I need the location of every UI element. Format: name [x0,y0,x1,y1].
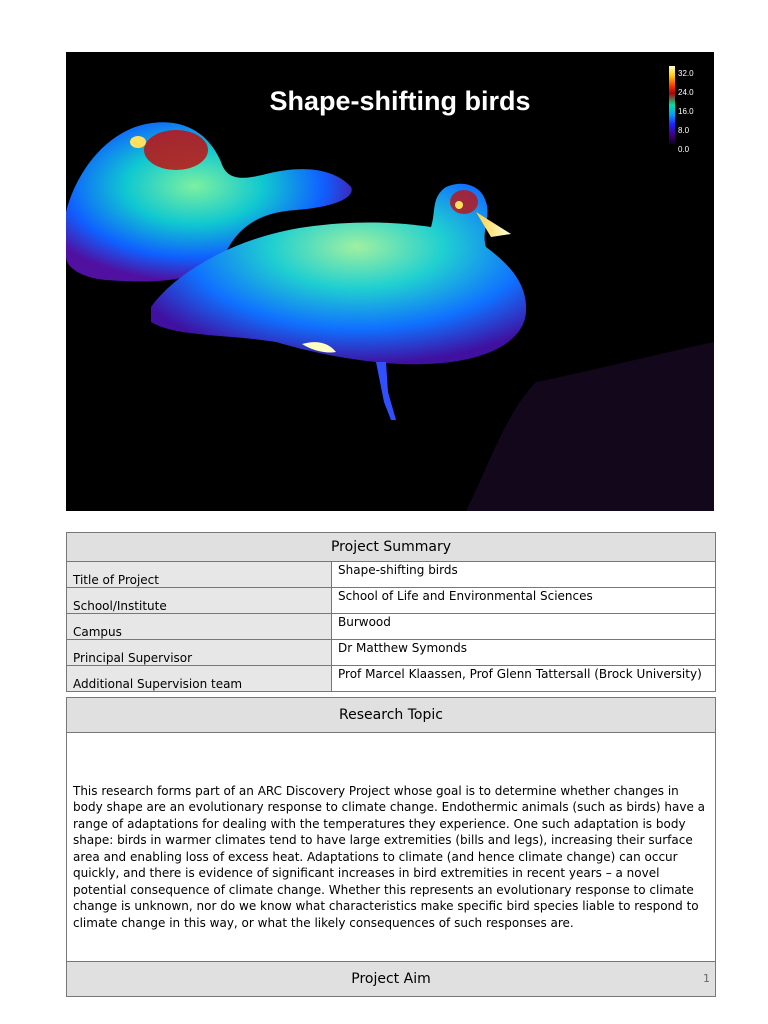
page-number: 1 [703,972,710,985]
row-label: Additional Supervision team [67,666,332,692]
scale-label: 8.0 [678,126,690,135]
scale-label: 16.0 [678,107,694,116]
row-value: Shape-shifting birds [332,562,716,588]
table-row [67,666,716,692]
thermal-birds-graphic [66,52,714,511]
row-label: Campus [67,614,332,640]
project-aim-header: Project Aim [67,962,716,997]
row-value: Dr Matthew Symonds [332,640,716,666]
hero-title: Shape-shifting birds [269,86,531,116]
scale-label: 32.0 [678,69,694,78]
row-label: Title of Project [67,562,332,588]
table-row [67,640,716,666]
project-summary-table [66,532,716,692]
research-topic-table [66,697,716,997]
table-row [67,562,716,588]
row-value: School of Life and Environmental Sciences [332,588,716,614]
row-value: Burwood [332,614,716,640]
table-row [67,614,716,640]
row-label: Principal Supervisor [67,640,332,666]
temperature-scale-bar [669,66,675,144]
scale-label: 0.0 [678,145,690,154]
temperature-scale-labels [678,64,694,159]
table-row [67,588,716,614]
row-label: School/Institute [67,588,332,614]
row-value: Prof Marcel Klaassen, Prof Glenn Tattersall (Brock University) [332,666,716,692]
research-topic-header: Research Topic [67,698,716,733]
project-summary-header: Project Summary [67,533,716,562]
research-topic-body: This research forms part of an ARC Discovery Project whose goal is to determine whether changes in body shape are an evolutionary response to climate change. Endothermic animals (such as birds) have a range of adaptations for dealing with the temperatures they experience. One such adaptation is body shape: birds in warmer climates tend to have large extremities (bills and legs), increasing their surface area and enabling loss of excess heat. Adaptations to climate (and hence climate change) can occur quickly, and there is evidence of significant increases in bird extremities in recent years – a novel potential consequence of climate change. Whether this represents an evolutionary response to climate change is unknown, nor do we know what characteristics make specific bird species liable to respond to climate change in this way, or what the likely consequences of such responses are. [67,733,716,962]
thermal-image [66,52,714,511]
scale-label: 24.0 [678,88,694,97]
